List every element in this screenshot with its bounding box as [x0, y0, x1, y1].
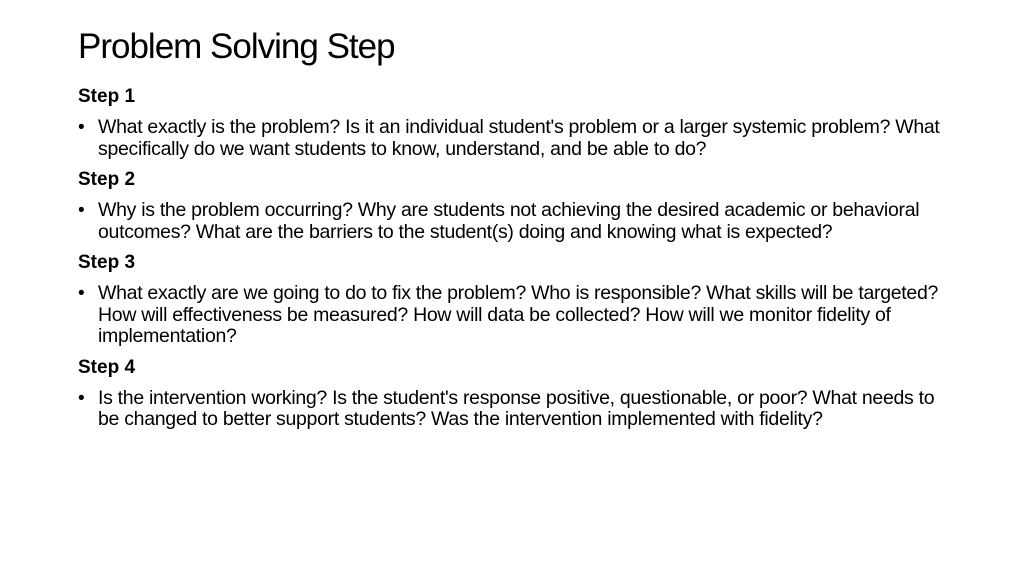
step-heading: Step 3: [78, 252, 136, 273]
step-4: [78, 357, 958, 431]
bullet-marker: •: [78, 387, 85, 409]
list-item: [78, 283, 958, 348]
slide-title: Problem Solving Step: [78, 27, 395, 66]
bullet-marker: •: [78, 200, 85, 221]
bullet-marker: •: [78, 283, 85, 304]
step-1: [78, 86, 958, 160]
step-3: [78, 252, 958, 348]
list-item: [78, 117, 958, 160]
step-heading: Step 4: [78, 356, 136, 378]
step-2: [78, 169, 958, 243]
step-heading: Step 2: [78, 169, 136, 190]
bullet-marker: •: [78, 117, 85, 138]
list-item: [78, 200, 958, 243]
bullet-text: Why is the problem occurring? Why are students not achieving the desired academic or behavioral outcomes? What are the barriers to the student(s) doing and knowing what is expected?: [98, 199, 920, 243]
list-item: [78, 388, 958, 431]
bullet-text: Is the intervention working? Is the student's response positive, questionable, or poor? What needs to be changed to better support students? Was the intervention implemented with fidelity?: [98, 386, 935, 430]
step-heading: Step 1: [78, 86, 136, 107]
bullet-text: What exactly are we going to do to fix the problem? Who is responsible? What skills will be targeted? How will effectiveness be measured? How will data be collected? How will we monitor fidelity of implementation?: [98, 282, 939, 347]
slide-content: [78, 86, 958, 440]
bullet-text: What exactly is the problem? Is it an individual student's problem or a larger systemic problem? What specifically do we want students to know, understand, and be able to do?: [98, 116, 940, 160]
